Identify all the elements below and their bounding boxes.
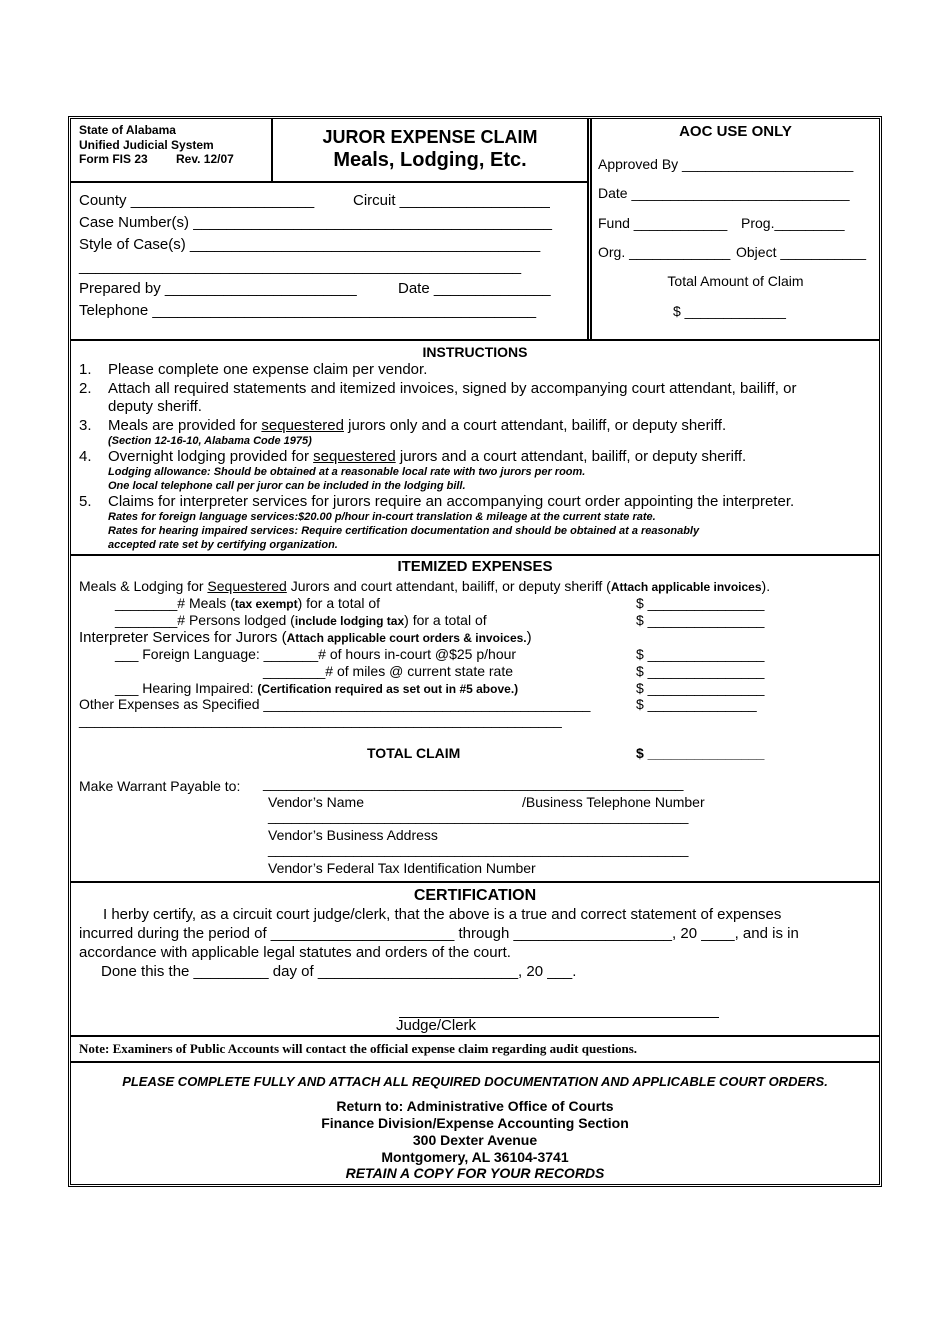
instruction-5-note3: accepted rate set by certifying organization. (108, 539, 338, 551)
fund-field[interactable]: Fund ____________ (598, 215, 728, 231)
instruction-4-note1: Lodging allowance: Should be obtained at a reasonable local rate with two jurors per room. (108, 466, 586, 478)
instruction-3-note: (Section 12-16-10, Alabama Code 1975) (108, 435, 312, 447)
warrant-payable-label: Make Warrant Payable to: (79, 778, 241, 794)
form-revision: Rev. 12/07 (176, 152, 234, 166)
instruction-5-number: 5. (79, 493, 92, 510)
juror-expense-claim-form (68, 116, 882, 1187)
persons-lodged-field[interactable]: ________# Persons lodged (include lodging tax) for a total of (115, 612, 487, 628)
vendor-tax-label: Vendor’s Federal Tax Identification Number (268, 860, 536, 876)
return-line4: Montgomery, AL 36104-3741 (381, 1149, 569, 1165)
judge-clerk-label: Judge/Clerk (396, 1017, 477, 1034)
approved-by-field[interactable]: Approved By ______________________ (598, 156, 854, 172)
vendor-address-label: Vendor’s Business Address (268, 827, 438, 843)
certification-section (71, 883, 879, 1037)
other-expenses-line2[interactable]: ______________________________________________________________ (79, 712, 562, 728)
other-expenses-field[interactable]: Other Expenses as Specified __________________________________________ (79, 696, 591, 712)
footer-section (71, 1063, 879, 1183)
agency-line2: Unified Judicial System (79, 138, 214, 152)
vendor-address-line[interactable]: ______________________________________________________ (268, 808, 689, 824)
total-claim-label: TOTAL CLAIM (367, 745, 461, 761)
prepared-date-field[interactable]: Date ______________ (398, 280, 551, 297)
circuit-field[interactable]: Circuit __________________ (353, 192, 550, 209)
return-line3: 300 Dexter Avenue (412, 1132, 538, 1148)
complete-fully-notice: PLEASE COMPLETE FULLY AND ATTACH ALL REQUIRED DOCUMENTATION AND APPLICABLE COURT ORDERS. (122, 1074, 828, 1089)
org-field[interactable]: Org. _____________ (598, 244, 731, 260)
prepared-by-field[interactable]: Prepared by _______________________ (79, 280, 357, 297)
meals-count-field[interactable]: ________# Meals (tax exempt) for a total of (115, 595, 381, 611)
vendor-name-label: Vendor’s Name (268, 794, 364, 810)
aoc-total-label: Total Amount of Claim (667, 273, 804, 289)
vendor-tax-line[interactable]: ______________________________________________________ (268, 841, 689, 857)
return-line1: Return to: Administrative Office of Courts (336, 1098, 614, 1114)
agency-box (71, 119, 273, 183)
style-of-cases-line2[interactable]: _____________________________________________________ (79, 258, 522, 275)
object-field[interactable]: Object ___________ (736, 244, 866, 260)
title-box (273, 119, 587, 183)
instruction-2-number: 2. (79, 380, 92, 397)
county-field[interactable]: County ______________________ (79, 192, 315, 209)
other-expenses-amount[interactable]: $ ______________ (636, 696, 757, 712)
style-of-cases-field[interactable]: Style of Case(s) __________________________________________ (79, 236, 541, 253)
telephone-field[interactable]: Telephone ______________________________________________ (79, 302, 537, 319)
certification-done-line[interactable]: Done this the _________ day of ________________________, 20 ___. (101, 963, 577, 980)
foreign-language-field[interactable]: ___ Foreign Language: _______# of hours in-court @$25 p/hour (115, 646, 517, 662)
aoc-total-amount[interactable]: $ _____________ (673, 303, 786, 319)
form-subtitle: Meals, Lodging, Etc. (333, 149, 527, 171)
top-section (71, 119, 879, 341)
prog-field[interactable]: Prog._________ (741, 215, 845, 231)
instruction-4: Overnight lodging provided for sequestered jurors and a court attendant, bailiff, or deputy sheriff. (108, 448, 747, 465)
audit-note: Note: Examiners of Public Accounts will contact the official expense claim regarding audit questions. (79, 1041, 638, 1056)
instructions-heading: INSTRUCTIONS (422, 344, 528, 360)
note-section (71, 1037, 879, 1063)
instruction-1: Please complete one expense claim per vendor. (108, 361, 428, 378)
aoc-date-field[interactable]: Date ____________________________ (598, 185, 850, 201)
miles-field[interactable]: ________# of miles @ current state rate (263, 663, 514, 679)
instruction-2: Attach all required statements and itemized invoices, signed by accompanying court attendant, bailiff, or (108, 380, 797, 397)
certification-heading: CERTIFICATION (413, 887, 537, 904)
return-line2: Finance Division/Expense Accounting Section (321, 1115, 629, 1131)
certification-line2[interactable]: incurred during the period of ______________________ through ___________________, 20 ____, and is in (79, 925, 799, 942)
instruction-3: Meals are provided for sequestered jurors only and a court attendant, bailiff, or deputy sheriff. (108, 417, 727, 434)
instruction-5-note2: Rates for hearing impaired services: Require certification documentation and should be obtained at a reasonably (108, 525, 700, 537)
hearing-impaired-field[interactable]: ___ Hearing Impaired: (Certification required as set out in #5 above.) (115, 680, 519, 696)
foreign-language-amount[interactable]: $ _______________ (636, 646, 765, 662)
instructions-section (71, 341, 879, 556)
instruction-1-number: 1. (79, 361, 92, 378)
interpreter-services-label: Interpreter Services for Jurors (Attach applicable court orders & invoices.) (79, 629, 532, 646)
certification-line3: accordance with applicable legal statutes and orders of the court. (79, 944, 511, 961)
lodging-amount[interactable]: $ _______________ (636, 612, 765, 628)
instruction-2-cont: deputy sheriff. (108, 398, 202, 415)
case-numbers-field[interactable]: Case Number(s) ___________________________________________ (79, 214, 552, 231)
miles-amount[interactable]: $ _______________ (636, 663, 765, 679)
agency-line1: State of Alabama (79, 123, 176, 137)
meals-lodging-label: Meals & Lodging for Sequestered Jurors and court attendant, bailiff, or deputy sheriff (Attach applicable invoices). (79, 578, 771, 594)
hearing-impaired-amount[interactable]: $ _______________ (636, 680, 765, 696)
itemized-expenses-section (71, 556, 879, 883)
instruction-5-note1: Rates for foreign language services:$20.00 p/hour in-court translation & mileage at the current state rate. (108, 511, 656, 523)
form-number: Form FIS 23 (79, 152, 148, 166)
instruction-4-note2: One local telephone call per juror can be included in the lodging bill. (108, 480, 466, 492)
certification-line1: I herby certify, as a circuit court judge/clerk, that the above is a true and correct statement of expenses (103, 906, 782, 923)
instruction-3-number: 3. (79, 417, 92, 434)
instruction-5: Claims for interpreter services for jurors require an accompanying court order appointing the interpreter. (108, 493, 795, 510)
vendor-name-line[interactable]: ______________________________________________________ (263, 775, 684, 791)
total-claim-amount[interactable]: $ _______________ (636, 745, 765, 761)
form-title: JUROR EXPENSE CLAIM (322, 127, 538, 147)
retain-copy-notice: RETAIN A COPY FOR YOUR RECORDS (345, 1165, 605, 1181)
aoc-heading: AOC USE ONLY (679, 123, 792, 140)
instruction-4-number: 4. (79, 448, 92, 465)
meals-amount[interactable]: $ _______________ (636, 595, 765, 611)
expenses-heading: ITEMIZED EXPENSES (397, 558, 553, 575)
vendor-phone-label: /Business Telephone Number (522, 794, 705, 810)
